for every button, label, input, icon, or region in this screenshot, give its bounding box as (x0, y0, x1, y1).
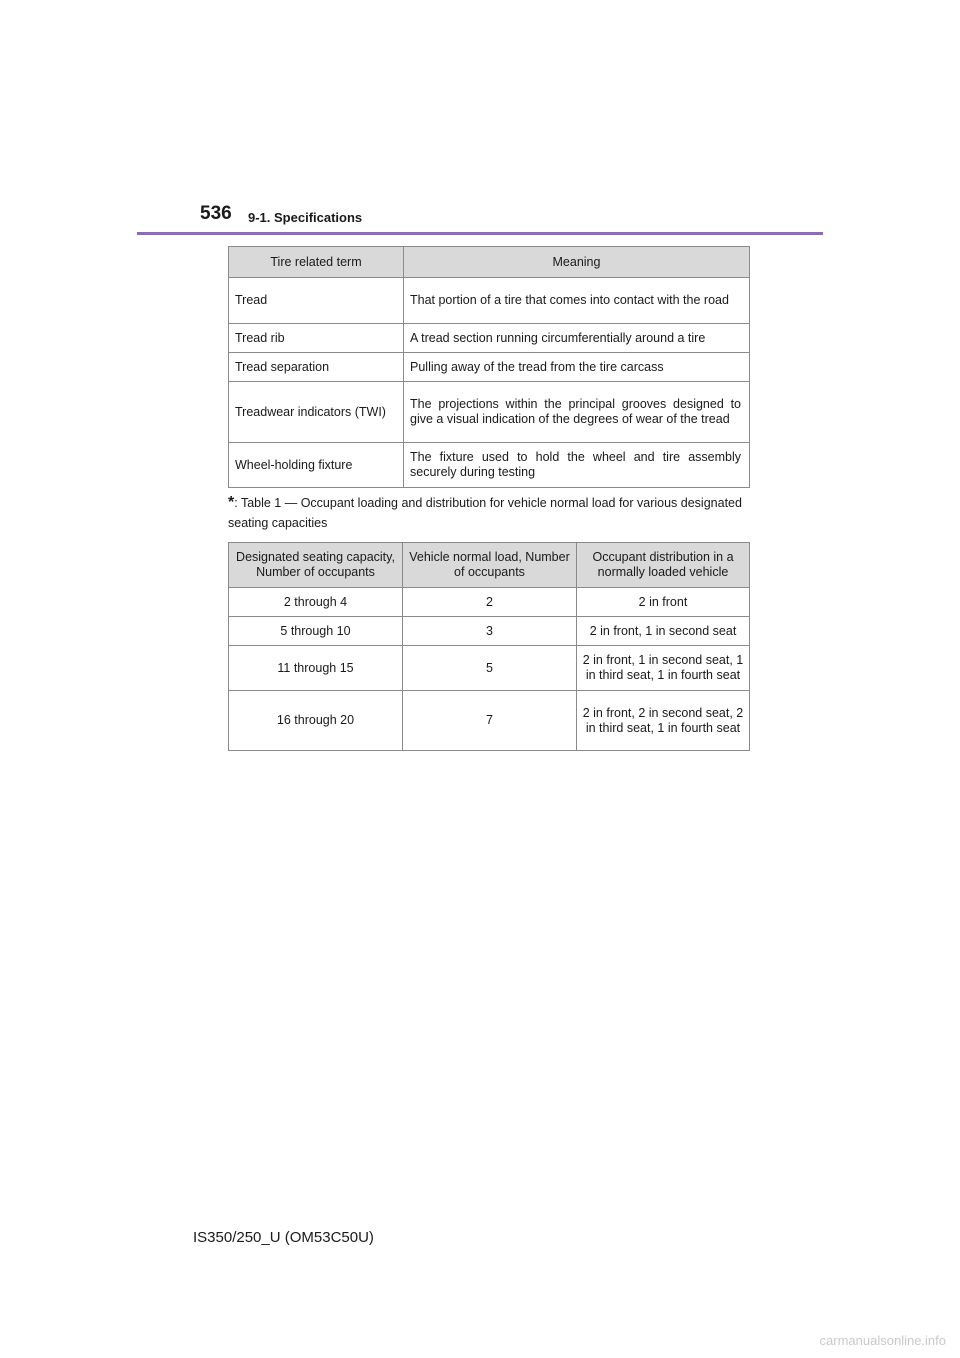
distribution-cell: 2 in front, 1 in second seat, 1 in third seat, 1 in fourth seat (577, 646, 750, 691)
term-cell: Tread rib (229, 324, 404, 353)
meaning-cell: The projections within the principal grooves designed to give a visual indication of the degrees of wear of the tread (404, 382, 750, 443)
distribution-cell: 2 in front, 2 in second seat, 2 in third seat, 1 in fourth seat (577, 691, 750, 751)
table-row (229, 646, 750, 691)
table-row (229, 443, 750, 488)
table-footnote (228, 493, 750, 533)
footnote-text: : Table 1 — Occupant loading and distribution for vehicle normal load for various designated seating capacities (228, 496, 742, 530)
column-header-meaning: Meaning (404, 247, 750, 278)
capacity-cell: 11 through 15 (229, 646, 403, 691)
capacity-cell: 2 through 4 (229, 588, 403, 617)
header-divider (137, 232, 823, 235)
load-cell: 5 (403, 646, 577, 691)
column-header-term: Tire related term (229, 247, 404, 278)
occupant-loading-table (228, 542, 750, 751)
table-row (229, 617, 750, 646)
meaning-cell: That portion of a tire that comes into contact with the road (404, 278, 750, 324)
column-header-distribution: Occupant distribution in a normally loaded vehicle (577, 543, 750, 588)
distribution-cell: 2 in front, 1 in second seat (577, 617, 750, 646)
capacity-cell: 16 through 20 (229, 691, 403, 751)
table-header-row (229, 543, 750, 588)
column-header-load: Vehicle normal load, Number of occupants (403, 543, 577, 588)
meaning-cell: Pulling away of the tread from the tire carcass (404, 353, 750, 382)
capacity-cell: 5 through 10 (229, 617, 403, 646)
load-cell: 3 (403, 617, 577, 646)
distribution-cell: 2 in front (577, 588, 750, 617)
tire-terms-table (228, 246, 750, 488)
term-cell: Wheel-holding fixture (229, 443, 404, 488)
table-row (229, 324, 750, 353)
table-row (229, 382, 750, 443)
table-header-row (229, 247, 750, 278)
load-cell: 7 (403, 691, 577, 751)
term-cell: Tread separation (229, 353, 404, 382)
load-cell: 2 (403, 588, 577, 617)
watermark: carmanualsonline.info (819, 1333, 946, 1348)
table-row (229, 691, 750, 751)
column-header-capacity: Designated seating capacity, Number of occupants (229, 543, 403, 588)
table-row (229, 588, 750, 617)
page-number: 536 (200, 203, 232, 224)
section-title: 9-1. Specifications (248, 210, 363, 225)
term-cell: Treadwear indicators (TWI) (229, 382, 404, 443)
table-row (229, 278, 750, 324)
footnote-marker: * (228, 494, 235, 511)
meaning-cell: A tread section running circumferentially around a tire (404, 324, 750, 353)
meaning-cell: The fixture used to hold the wheel and tire assembly securely during testing (404, 443, 750, 488)
table-row (229, 353, 750, 382)
term-cell: Tread (229, 278, 404, 324)
footer-model-code: IS350/250_U (OM53C50U) (193, 1229, 374, 1246)
